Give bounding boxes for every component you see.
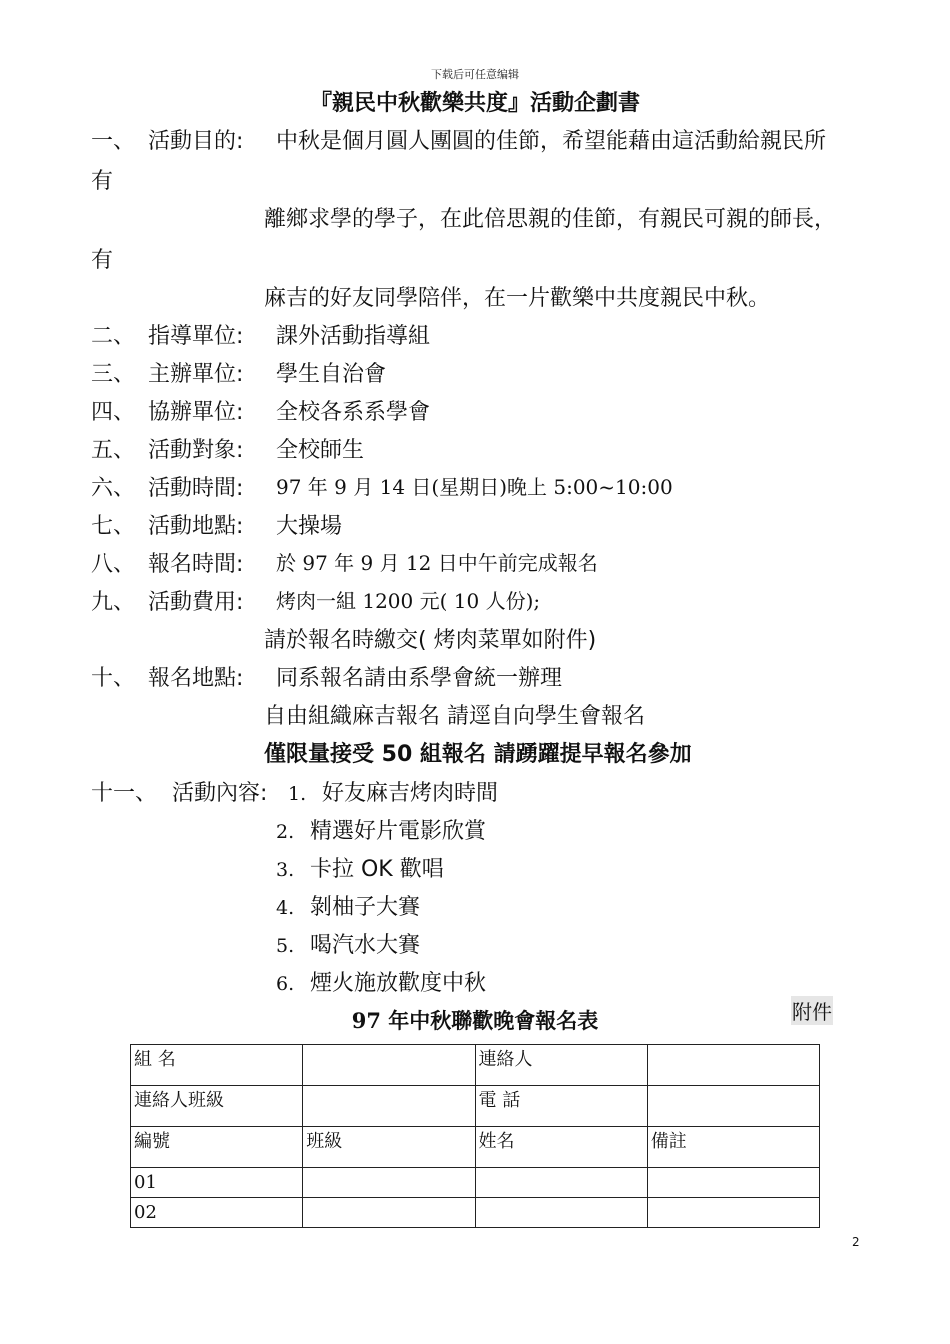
list-item <box>276 966 486 997</box>
table-cell: 02 <box>131 1198 303 1228</box>
table-cell <box>647 1198 819 1228</box>
list-item-number: 3. <box>276 859 295 881</box>
table-header-cell: 備註 <box>647 1127 819 1168</box>
section-label: 活動內容: <box>172 781 268 806</box>
section-number: 八、 <box>91 552 136 577</box>
table-row <box>131 1168 820 1198</box>
section-number: 一、 <box>91 129 136 154</box>
section-continuation: 麻吉的好友同學陪伴，在一片歡樂中共度親民中秋。 <box>264 286 771 311</box>
section-number: 四、 <box>91 400 136 425</box>
registration-form-table <box>130 1044 820 1228</box>
section-label: 主辦單位: <box>148 362 244 387</box>
table-row <box>131 1086 820 1127</box>
wrapped-text: 有 <box>91 248 114 273</box>
list-item-text: 喝汽水大賽 <box>310 933 421 958</box>
table-cell: 組 名 <box>131 1045 303 1086</box>
table-cell <box>475 1168 647 1198</box>
section-value: 烤肉一組 1200 元( 10 人份); <box>276 589 541 613</box>
table-cell <box>303 1168 475 1198</box>
list-item <box>276 852 444 883</box>
table-row <box>131 1198 820 1228</box>
section-continuation: 離鄉求學的學子，在此倍思親的佳節，有親民可親的師長， <box>264 207 837 232</box>
section-number: 十、 <box>91 666 136 691</box>
section-number: 三、 <box>91 362 136 387</box>
section-label: 活動目的: <box>148 129 244 154</box>
section-number: 七、 <box>91 514 136 539</box>
list-item-number: 6. <box>276 973 295 995</box>
list-item-text: 煙火施放歡度中秋 <box>310 971 487 996</box>
table-cell <box>303 1198 475 1228</box>
section-label: 報名時間: <box>148 552 244 577</box>
list-item <box>276 890 420 921</box>
table-cell: 連絡人 <box>475 1045 647 1086</box>
section-value: 同系報名請由系學會統一辦理 <box>276 666 563 691</box>
section-value: 課外活動指導組 <box>276 324 431 349</box>
section-label: 活動費用: <box>148 590 244 615</box>
section-label: 活動地點: <box>148 514 244 539</box>
table-cell: 連絡人班級 <box>131 1086 303 1127</box>
list-item <box>276 928 420 959</box>
list-item-text: 好友麻吉烤肉時間 <box>322 781 499 806</box>
list-item-number: 4. <box>276 897 295 919</box>
section-value: 全校師生 <box>276 438 365 463</box>
section-number: 二、 <box>91 324 136 349</box>
table-header-cell: 編號 <box>131 1127 303 1168</box>
table-cell: 電 話 <box>475 1086 647 1127</box>
section-continuation: 自由組織麻吉報名 請逕自向學生會報名 <box>264 704 645 729</box>
header-note: 下载后可任意编辑 <box>431 68 519 81</box>
table-cell <box>647 1168 819 1198</box>
list-item-number: 2. <box>276 821 295 843</box>
list-item-number: 1. <box>288 783 307 805</box>
table-cell <box>303 1045 475 1086</box>
section-value: 中秋是個月圓人團圓的佳節，希望能藉由這活動給親民所 <box>276 129 827 154</box>
section-label: 活動時間: <box>148 476 244 501</box>
list-item <box>276 814 486 845</box>
list-item-number: 5. <box>276 935 295 957</box>
section-label: 報名地點: <box>148 666 244 691</box>
table-cell <box>303 1086 475 1127</box>
table-row <box>131 1127 820 1168</box>
attachment-label: 附件 <box>791 996 833 1025</box>
section-value: 大操場 <box>276 514 343 539</box>
list-item-text: 剝柚子大賽 <box>310 895 421 920</box>
table-header-cell: 姓名 <box>475 1127 647 1168</box>
list-item-text: 精選好片電影欣賞 <box>310 819 487 844</box>
section-number: 五、 <box>91 438 136 463</box>
section-number: 六、 <box>91 476 136 501</box>
section-value: 全校各系系學會 <box>276 400 431 425</box>
wrapped-text: 有 <box>91 169 114 194</box>
section-label: 活動對象: <box>148 438 244 463</box>
table-row <box>131 1045 820 1086</box>
section-label: 協辦單位: <box>148 400 244 425</box>
list-item-text: 卡拉 OK 歡唱 <box>310 857 444 882</box>
document-title: 『親民中秋歡樂共度』活動企劃書 <box>309 91 640 116</box>
section-value: 於 97 年 9 月 12 日中午前完成報名 <box>276 551 598 575</box>
table-cell: 01 <box>131 1168 303 1198</box>
section-number: 十一、 <box>91 781 158 806</box>
table-cell <box>475 1198 647 1228</box>
section-continuation: 請於報名時繳交( 烤肉菜單如附件) <box>264 628 597 653</box>
table-cell <box>647 1045 819 1086</box>
section-label: 指導單位: <box>148 324 244 349</box>
form-title: 97 年中秋聯歡晚會報名表 <box>351 1008 599 1033</box>
section-value: 97 年 9 月 14 日(星期日)晚上 5:00~10:00 <box>276 475 673 499</box>
table-cell <box>647 1086 819 1127</box>
page-number: 2 <box>852 1235 860 1249</box>
section-value: 學生自治會 <box>276 362 387 387</box>
emphasis-notice: 僅限量接受 50 組報名 請踴躍提早報名參加 <box>264 742 692 767</box>
section-number: 九、 <box>91 590 136 615</box>
list-item <box>288 776 498 807</box>
table-header-cell: 班級 <box>303 1127 475 1168</box>
